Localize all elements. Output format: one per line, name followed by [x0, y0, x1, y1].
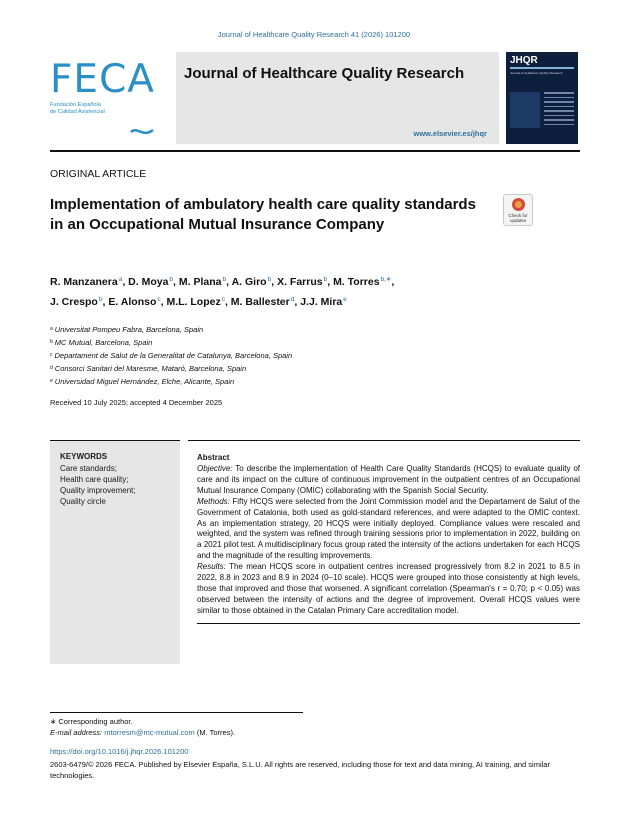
- author-name: E. Alonso: [108, 296, 157, 308]
- author-name: M. Torres: [333, 276, 380, 288]
- author-name: J. Crespo: [50, 296, 98, 308]
- author-name: M.L. Lopez: [166, 296, 221, 308]
- affiliation-item: $^d$ Consorci Sanitari del Maresme, Mataró, Barcelona, Spain: [50, 364, 247, 373]
- author-affiliation-marker[interactable]: b: [267, 276, 272, 283]
- check-for-updates-button[interactable]: [503, 194, 533, 226]
- author-affiliation-marker[interactable]: b: [323, 276, 328, 283]
- author-name: M. Ballester: [230, 296, 290, 308]
- copyright-notice: 2603-6479/© 2026 FECA. Published by Elsevier España, S.L.U. All rights are reserved, including those for text and data mining, AI training, and similar technologies.: [50, 760, 550, 780]
- cover-divider: [510, 67, 574, 69]
- affiliation-list: [50, 323, 292, 388]
- abstract-bottom-rule: [197, 623, 580, 625]
- journal-banner: [176, 52, 499, 144]
- keywords-box: [50, 440, 180, 664]
- email-link[interactable]: mtorresm@mc-mutual.com: [104, 728, 195, 737]
- received-accepted-dates: Received 10 July 2025; accepted 4 December 2025: [50, 398, 223, 407]
- cover-abbr: JHQR: [510, 55, 538, 66]
- journal-url[interactable]: www.elsevier.es/jhqr: [413, 129, 487, 138]
- affiliation-item: $^a$ Universitat Pompeu Fabra, Barcelona, Spain: [50, 325, 204, 334]
- author-name: D. Moya: [128, 276, 169, 288]
- masthead: [50, 52, 580, 144]
- author-name: A. Giro: [231, 276, 267, 288]
- author-name: J.J. Mira: [300, 296, 343, 308]
- cover-text-lines: [544, 92, 574, 128]
- author-name: R. Manzanera: [50, 276, 118, 288]
- author-affiliation-marker[interactable]: e: [343, 296, 347, 303]
- logo-subtitle-line1: Fundación Española: [50, 102, 102, 108]
- article-title: Implementation of ambulatory health care quality standards in an Occupational Mutual Insurance Company: [50, 196, 476, 233]
- journal-title: Journal of Healthcare Quality Research: [184, 65, 465, 82]
- journal-cover-thumbnail: [506, 52, 578, 144]
- author-affiliation-marker[interactable]: b,∗: [380, 276, 392, 283]
- keyword-item: Care standards;: [60, 464, 117, 473]
- affiliation-item: $^b$ MC Mutual, Barcelona, Spain: [50, 338, 153, 347]
- keyword-list: [60, 463, 170, 507]
- author-name: M. Plana: [178, 276, 222, 288]
- abstract-title: Abstract: [197, 453, 230, 462]
- affiliation-item: $^c$ Departament de Salut de la Generalitat de Catalunya, Barcelona, Spain: [50, 351, 293, 360]
- author-affiliation-marker[interactable]: b: [169, 276, 174, 283]
- affiliation-item: $^e$ Universidad Miguel Hernández, Elche, Alicante, Spain: [50, 377, 235, 386]
- email-line: E-mail address: mtorresm@mc-mutual.com (M. Torres).: [50, 728, 236, 737]
- abstract-section: [188, 440, 580, 624]
- logo-subtitle: [50, 102, 120, 116]
- author-affiliation-marker[interactable]: c: [157, 296, 161, 303]
- keyword-item: Health care quality;: [60, 475, 129, 484]
- author-affiliation-marker[interactable]: c: [221, 296, 225, 303]
- running-head: Journal of Healthcare Quality Research 41 (2026) 101200: [217, 30, 411, 39]
- author-affiliation-marker[interactable]: b: [98, 296, 103, 303]
- abstract-results: Results: The mean HCQS score in outpatient centres increased progressively from 8.2 in 2021 to 8.5 in 2022, 8.8 in 2023 and 8.9 in 2024 (0–10 scale). HCQS were grouped into those consistently at high levels, those that improved and those that worsened. A significant correlation (Spearman's r = 0.70; p < 0.05) was observed between the intensity of actions and the degree of improvement. Overall HCQS values were similar to those obtained in the Catalan Primary Care accreditation model.: [197, 562, 580, 615]
- masthead-rule: [50, 150, 580, 152]
- abstract-methods: Methods: Fifty HCQS were selected from the Joint Commission model and the Departament de Salut of the Government of Catalonia, both used as gold-standard references, and were adapted to the OMIC context. As an implementation strategy, 20 HCQS were initially deployed. Compliance values were rescaled and weighted, and the system was refined through training sessions prior to implementation in 2022, building on a 2021 pilot test. A multidisciplinary focus group rated the intensity of the actions undertaken for each HCQS and the magnitude of the resulting improvements.: [197, 496, 581, 561]
- logo-wave-icon: [129, 98, 157, 138]
- keyword-item: Quality circle: [60, 497, 106, 506]
- check-updates-label: Check for updates: [508, 213, 528, 223]
- keyword-item: Quality improvement;: [60, 486, 136, 495]
- author-affiliation-marker[interactable]: b: [222, 276, 227, 283]
- author-name: X. Farrus: [277, 276, 323, 288]
- cover-image-block: [510, 92, 540, 128]
- keywords-title: KEYWORDS: [60, 452, 108, 461]
- cover-subtitle: Journal of Healthcare Quality Research: [510, 71, 563, 75]
- feca-logo: [50, 57, 170, 140]
- abstract-objective: Objective: To describe the implementation of Health Care Quality Standards (HCQS) to evaluate quality of care and its impact on the culture of continuous improvement in the outpatient centres of an Occupational Mutual Insurance Company (OMIC) collaborating with the Spanish Social Security.: [197, 464, 580, 495]
- corresponding-author-footnote: [50, 716, 235, 738]
- corresponding-label: ∗ Corresponding author.: [50, 717, 133, 726]
- article-type: ORIGINAL ARTICLE: [50, 168, 147, 180]
- footnote-rule: [50, 712, 303, 713]
- author-list: R. Manzanera$^a$, D. Moya$^b$, M. Plana$^b$, A. Giro$^b$, X. Farrus$^b$, M. Torres$^{b,∗}$, J. Crespo$^b$, E. Alonso$^c$, M.L. Lopez$^c$, M. Ballester$^d$, J.J. Mira$^e$: [50, 276, 395, 308]
- author-affiliation-marker[interactable]: a: [118, 276, 123, 283]
- author-affiliation-marker[interactable]: d: [290, 296, 295, 303]
- doi-link[interactable]: https://doi.org/10.1016/j.jhqr.2026.101200: [50, 747, 189, 756]
- check-updates-icon: [512, 198, 525, 211]
- logo-word: FECA: [50, 57, 155, 102]
- logo-subtitle-line2: de Calidad Asistencial: [50, 109, 105, 115]
